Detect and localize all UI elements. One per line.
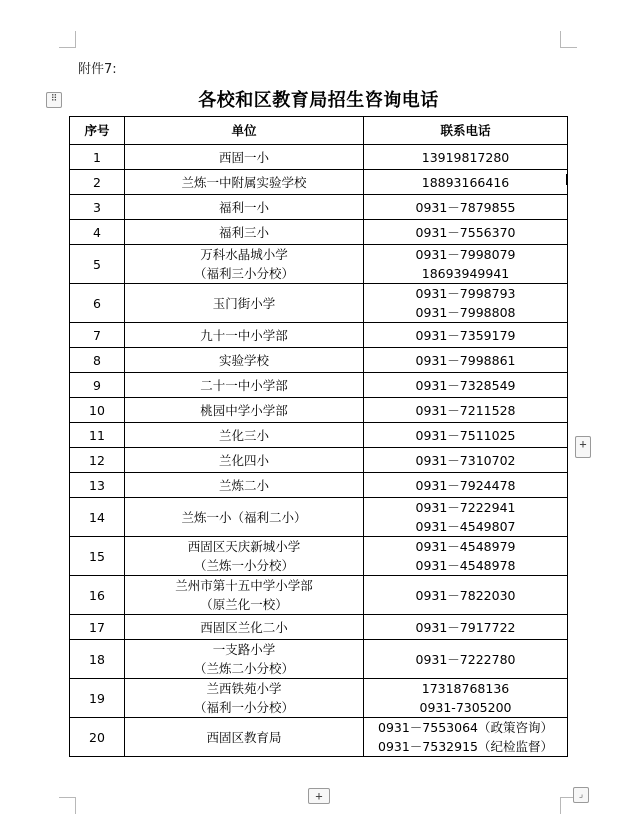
row-phone bbox=[364, 323, 568, 348]
unit-line: （兰炼二小分校） bbox=[193, 661, 294, 676]
table-row bbox=[70, 373, 568, 398]
unit-line: 兰化三小 bbox=[218, 427, 269, 443]
page-corner-bottom-left bbox=[59, 797, 76, 814]
row-unit bbox=[125, 170, 364, 195]
row-unit bbox=[125, 640, 364, 679]
table-row bbox=[70, 679, 568, 718]
row-phone bbox=[364, 640, 568, 679]
unit-line: 玉门街小学 bbox=[212, 295, 276, 311]
unit-line: 桃园中学小学部 bbox=[200, 402, 288, 418]
table-row bbox=[70, 718, 568, 757]
table-row bbox=[70, 448, 568, 473]
contacts-table bbox=[69, 116, 568, 757]
phone-line: 0931－7998079 bbox=[415, 247, 516, 262]
row-unit bbox=[125, 245, 364, 284]
row-unit bbox=[125, 398, 364, 423]
phone-line: 0931－7359179 bbox=[415, 327, 516, 343]
row-number: 2 bbox=[70, 170, 125, 195]
unit-line: （原兰化一校） bbox=[200, 597, 288, 612]
row-phone bbox=[364, 473, 568, 498]
row-phone bbox=[364, 145, 568, 170]
row-number: 14 bbox=[70, 498, 125, 537]
row-unit bbox=[125, 615, 364, 640]
phone-line: 0931－7998808 bbox=[415, 305, 516, 320]
unit-line: 兰西铁苑小学 bbox=[206, 681, 282, 696]
row-phone bbox=[364, 576, 568, 615]
phone-line: 0931－7822030 bbox=[415, 587, 516, 603]
table-row bbox=[70, 145, 568, 170]
header-unit: 单位 bbox=[125, 117, 364, 145]
phone-line: 0931－7998861 bbox=[415, 352, 516, 368]
unit-line: （福利一小分校） bbox=[193, 700, 294, 715]
unit-line: （兰炼一小分校） bbox=[193, 558, 294, 573]
unit-line: 福利一小 bbox=[218, 199, 269, 215]
row-number: 12 bbox=[70, 448, 125, 473]
row-unit bbox=[125, 323, 364, 348]
unit-line: 万科水晶城小学 bbox=[200, 247, 288, 262]
table-row bbox=[70, 245, 568, 284]
row-phone bbox=[364, 448, 568, 473]
table-row bbox=[70, 220, 568, 245]
phone-line: 0931－7511025 bbox=[415, 427, 516, 443]
row-phone bbox=[364, 398, 568, 423]
row-number: 15 bbox=[70, 537, 125, 576]
phone-line: 18893166416 bbox=[421, 174, 510, 190]
row-unit bbox=[125, 718, 364, 757]
phone-line: 0931－7222941 bbox=[415, 500, 516, 515]
row-phone bbox=[364, 679, 568, 718]
phone-line: 0931－7310702 bbox=[415, 452, 516, 468]
row-unit bbox=[125, 473, 364, 498]
row-number: 7 bbox=[70, 323, 125, 348]
phone-line: 0931－7556370 bbox=[415, 224, 516, 240]
add-row-icon[interactable]: + bbox=[308, 788, 330, 804]
phone-line: 0931-7305200 bbox=[419, 700, 512, 715]
add-column-icon[interactable]: + bbox=[575, 436, 591, 458]
text-cursor bbox=[566, 174, 568, 185]
phone-line: 0931－7553064（政策咨询） bbox=[378, 720, 553, 735]
row-phone bbox=[364, 615, 568, 640]
row-number: 11 bbox=[70, 423, 125, 448]
table-row bbox=[70, 640, 568, 679]
phone-line: 0931－4548979 bbox=[415, 539, 516, 554]
table-body bbox=[70, 145, 568, 757]
row-phone bbox=[364, 245, 568, 284]
row-number: 5 bbox=[70, 245, 125, 284]
phone-line: 0931－7924478 bbox=[415, 477, 516, 493]
row-unit bbox=[125, 576, 364, 615]
row-phone bbox=[364, 284, 568, 323]
row-number: 4 bbox=[70, 220, 125, 245]
row-unit bbox=[125, 498, 364, 537]
row-unit bbox=[125, 145, 364, 170]
row-number: 13 bbox=[70, 473, 125, 498]
unit-line: 兰炼二小 bbox=[218, 477, 269, 493]
row-phone bbox=[364, 170, 568, 195]
row-number: 3 bbox=[70, 195, 125, 220]
table-row bbox=[70, 576, 568, 615]
table-resize-icon[interactable]: ⌟ bbox=[573, 787, 589, 803]
row-number: 18 bbox=[70, 640, 125, 679]
unit-line: 西固区教育局 bbox=[206, 729, 282, 745]
unit-line: 兰州市第十五中学小学部 bbox=[175, 578, 313, 593]
row-phone bbox=[364, 498, 568, 537]
row-phone bbox=[364, 373, 568, 398]
row-number: 6 bbox=[70, 284, 125, 323]
phone-line: 0931－7211528 bbox=[415, 402, 516, 418]
row-number: 9 bbox=[70, 373, 125, 398]
row-unit bbox=[125, 373, 364, 398]
row-unit bbox=[125, 195, 364, 220]
row-unit bbox=[125, 679, 364, 718]
row-number: 20 bbox=[70, 718, 125, 757]
row-unit bbox=[125, 537, 364, 576]
table-row bbox=[70, 348, 568, 373]
table-row bbox=[70, 398, 568, 423]
unit-line: 实验学校 bbox=[218, 352, 269, 368]
table-row bbox=[70, 615, 568, 640]
header-number: 序号 bbox=[70, 117, 125, 145]
table-row bbox=[70, 473, 568, 498]
table-row bbox=[70, 170, 568, 195]
row-unit bbox=[125, 348, 364, 373]
page-corner-top-right bbox=[560, 31, 577, 48]
table-move-handle-icon[interactable]: ⠿ bbox=[46, 92, 62, 108]
unit-line: （福利三小分校） bbox=[193, 266, 294, 281]
table-row bbox=[70, 195, 568, 220]
attachment-label: 附件7: bbox=[78, 62, 117, 77]
phone-line: 0931－7998793 bbox=[415, 286, 516, 301]
phone-line: 0931－7222780 bbox=[415, 651, 516, 667]
row-number: 17 bbox=[70, 615, 125, 640]
row-number: 16 bbox=[70, 576, 125, 615]
phone-line: 0931－7328549 bbox=[415, 377, 516, 393]
phone-line: 18693949941 bbox=[421, 266, 510, 281]
phone-line: 0931－4549807 bbox=[415, 519, 516, 534]
row-number: 8 bbox=[70, 348, 125, 373]
row-phone bbox=[364, 718, 568, 757]
phone-line: 17318768136 bbox=[421, 681, 510, 696]
unit-line: 福利三小 bbox=[218, 224, 269, 240]
unit-line: 西固区天庆新城小学 bbox=[187, 539, 301, 554]
row-unit bbox=[125, 220, 364, 245]
document-title: 各校和区教育局招生咨询电话 bbox=[198, 90, 439, 111]
phone-line: 13919817280 bbox=[421, 149, 510, 165]
unit-line: 西固区兰化二小 bbox=[200, 619, 288, 635]
table-row bbox=[70, 423, 568, 448]
row-phone bbox=[364, 348, 568, 373]
row-number: 19 bbox=[70, 679, 125, 718]
table-row bbox=[70, 284, 568, 323]
page-corner-top-left bbox=[59, 31, 76, 48]
unit-line: 二十一中小学部 bbox=[200, 377, 288, 393]
row-number: 10 bbox=[70, 398, 125, 423]
table-row bbox=[70, 537, 568, 576]
header-phone: 联系电话 bbox=[364, 117, 568, 145]
row-phone bbox=[364, 537, 568, 576]
unit-line: 兰化四小 bbox=[218, 452, 269, 468]
row-unit bbox=[125, 423, 364, 448]
unit-line: 九十一中小学部 bbox=[200, 327, 288, 343]
unit-line: 兰炼一中附属实验学校 bbox=[181, 174, 307, 190]
row-unit bbox=[125, 448, 364, 473]
phone-line: 0931－7879855 bbox=[415, 199, 516, 215]
row-phone bbox=[364, 195, 568, 220]
phone-line: 0931－7917722 bbox=[415, 619, 516, 635]
table-row bbox=[70, 323, 568, 348]
unit-line: 兰炼一小（福利二小） bbox=[181, 509, 307, 525]
phone-line: 0931－7532915（纪检监督） bbox=[378, 739, 553, 754]
table-header-row bbox=[70, 117, 568, 145]
row-phone bbox=[364, 220, 568, 245]
row-unit bbox=[125, 284, 364, 323]
phone-line: 0931－4548978 bbox=[415, 558, 516, 573]
table-row bbox=[70, 498, 568, 537]
row-phone bbox=[364, 423, 568, 448]
unit-line: 一支路小学 bbox=[212, 642, 276, 657]
unit-line: 西固一小 bbox=[218, 149, 269, 165]
row-number: 1 bbox=[70, 145, 125, 170]
